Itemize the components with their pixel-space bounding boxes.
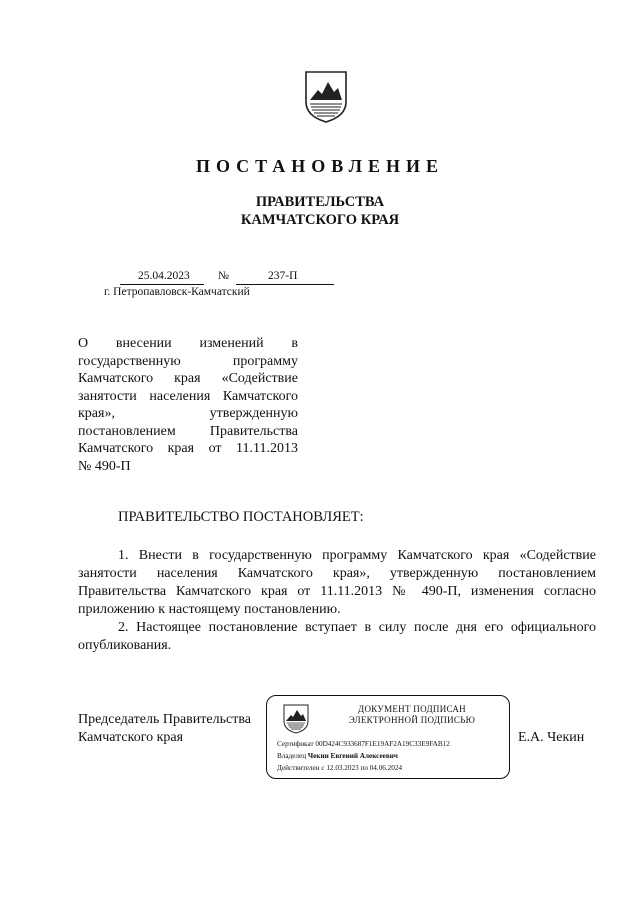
- subject-line: Камчатского края «Содействие: [78, 371, 298, 386]
- subject-line: занятости населения Камчатского: [78, 388, 298, 404]
- document-title: ПОСТАНОВЛЕНИЕ: [195, 156, 445, 176]
- paragraph-2: 2. Настоящее постановление вступает в силу после дня его официального опубликования.: [78, 620, 596, 653]
- owner-label: Владелец: [277, 752, 307, 760]
- certificate-label: Сертификат: [277, 740, 314, 748]
- signer-line-2: Камчатского края: [78, 730, 184, 745]
- subject-line: государственную программу: [78, 353, 298, 369]
- coat-of-arms-icon: [304, 70, 348, 124]
- document-date: 25.04.2023: [138, 270, 190, 282]
- signer-line-1: Председатель Правительства: [78, 712, 251, 727]
- subject-line: края», утвержденную: [78, 406, 298, 421]
- number-underline: [236, 284, 334, 285]
- number-sign: №: [218, 270, 229, 282]
- subject-line: № 490-П: [78, 458, 131, 474]
- document-place: г. Петропавловск-Камчатский: [104, 286, 250, 298]
- stamp-title-1: ДОКУМЕНТ ПОДПИСАН: [358, 704, 466, 714]
- stamp-certificate: [277, 740, 450, 748]
- stamp-emblem-icon: [283, 704, 309, 734]
- document-subject: [78, 335, 298, 475]
- stamp-title-2: ЭЛЕКТРОННОЙ ПОДПИСЬЮ: [348, 715, 476, 725]
- issuer-line-2: КАМЧАТСКОГО КРАЯ: [240, 212, 400, 228]
- subject-line: постановлением Правительства: [78, 423, 298, 439]
- paragraph-1: 1. Внести в государственную программу Камчатского края «Содействие занятости населения Камчатского края», утвержденную постановлением Правительства Камчатского края от 11.11.2013 № 490-П, изменения согласно приложению к настоящему постановлению.: [78, 548, 596, 617]
- certificate-value: 00D424C933687F1E19AF2A19C33E9FAB12: [315, 740, 450, 748]
- stamp-validity: Действителен с 12.03.2023 по 04.06.2024: [277, 764, 403, 772]
- subject-line: Камчатского края от 11.11.2013: [78, 441, 298, 456]
- signer-name: Е.А. Чекин: [518, 730, 585, 745]
- subject-line: О внесении изменений в: [78, 336, 298, 351]
- issuer-line-1: ПРАВИТЕЛЬСТВА: [255, 194, 385, 210]
- stamp-owner: [277, 752, 398, 760]
- document-body: [78, 547, 596, 655]
- document-number: 237-П: [268, 270, 298, 282]
- electronic-signature-stamp: [266, 695, 510, 779]
- owner-value: Чекин Евгений Алексеевич: [307, 752, 398, 760]
- resolves-heading: ПРАВИТЕЛЬСТВО ПОСТАНОВЛЯЕТ:: [118, 509, 364, 525]
- signer-position: [78, 711, 251, 747]
- date-underline: [120, 284, 204, 285]
